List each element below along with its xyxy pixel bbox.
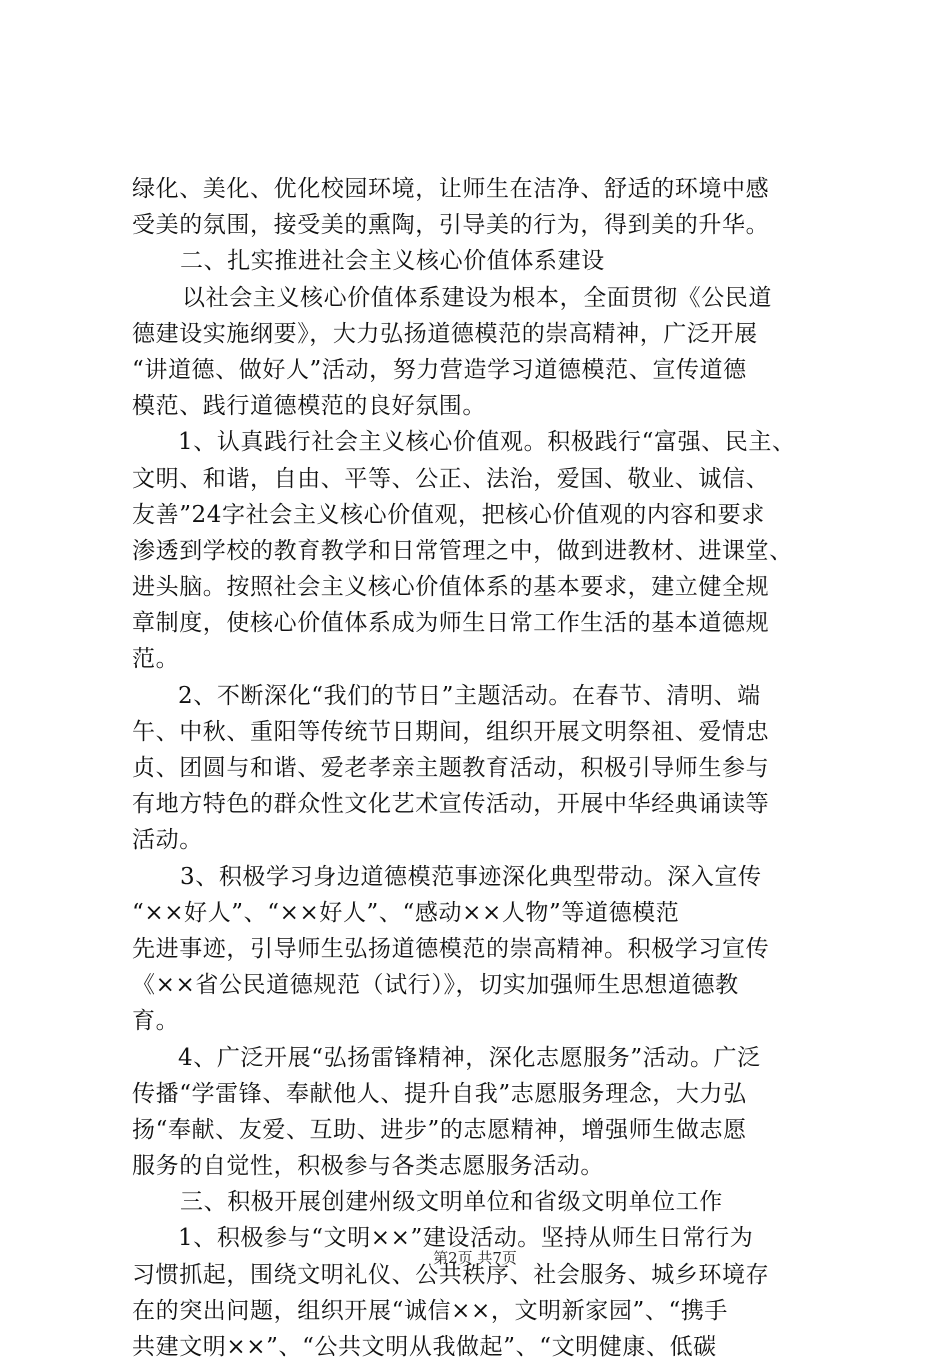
text-line: 1、认真践行社会主义核心价值观。积极践行“富强、民主、 <box>178 429 796 456</box>
text-line: 贞、团圆与和谐、爱老孝亲主题教育活动，积极引导师生参与 <box>132 755 770 781</box>
text-line: 章制度，使核心价值体系成为师生日常工作生活的基本道德规 <box>132 610 770 637</box>
text-line: 德建设实施纲要》，大力弘扬道德模范的崇高精神，广泛开展 <box>132 320 758 347</box>
document-body <box>132 171 832 1365</box>
text-line: 午、中秋、重阳等传统节日期间，组织开展文明祭祖、爱情忠 <box>132 718 770 745</box>
text-line: 1、积极参与“文明××”建设活动。坚持从师生日常行为 <box>178 1225 754 1252</box>
text-line: 绿化、美化、优化校园环境，让师生在洁净、舒适的环境中感 <box>132 176 770 202</box>
text-line: “讲道德、做好人”活动，努力营造学习道德模范、宣传道德 <box>132 356 747 383</box>
section-heading: 二、扎实推进社会主义核心价值体系建设 <box>180 248 605 275</box>
text-line: 服务的自觉性，积极参与各类志愿服务活动。 <box>132 1153 604 1180</box>
text-line: 范。 <box>132 646 180 673</box>
section-heading: 三、积极开展创建州级文明单位和省级文明单位工作 <box>180 1189 723 1216</box>
text-line: 活动。 <box>132 827 203 854</box>
text-line: 在的突出问题，组织开展“诚信××，文明新家园”、“携手 <box>132 1297 729 1324</box>
text-line: 受美的氛围，接受美的熏陶，引导美的行为，得到美的升华。 <box>132 212 770 239</box>
text-line: 扬“奉献、友爱、互助、进步”的志愿精神，增强师生做志愿 <box>132 1116 747 1143</box>
text-line: 4、广泛开展“弘扬雷锋精神，深化志愿服务”活动。广泛 <box>178 1044 761 1071</box>
text-line: 2、不断深化“我们的节日”主题活动。在春节、清明、端 <box>178 682 761 709</box>
text-line: 习惯抓起，围绕文明礼仪、公共秩序、社会服务、城乡环境存 <box>132 1261 770 1288</box>
text-line: 以社会主义核心价值体系建设为根本，全面贯彻《公民道 <box>182 284 772 311</box>
text-line: “××好人”、“××好人”、“感动××人物”等道德模范 <box>132 899 680 926</box>
text-line: 文明、和谐，自由、平等、公正、法治，爱国、敬业、诚信、 <box>132 465 770 492</box>
text-line: 育。 <box>132 1008 180 1035</box>
text-line: 有地方特色的群众性文化艺术宣传活动，开展中华经典诵读等 <box>132 791 770 818</box>
text-line: 模范、践行道德模范的良好氛围。 <box>132 393 486 420</box>
text-line: 友善”24字社会主义核心价值观，把核心价值观的内容和要求 <box>132 501 765 528</box>
text-line: 《××省公民道德规范（试行）》，切实加强师生思想道德教 <box>132 972 739 999</box>
text-line: 共建文明××”、“公共文明从我做起”、“文明健康、低碳 <box>132 1334 717 1360</box>
page-number-footer: 第2页 共7页 <box>433 1249 517 1267</box>
text-line: 传播“学雷锋、奉献他人、提升自我”志愿服务理念，大力弘 <box>132 1080 747 1107</box>
text-line: 进头脑。按照社会主义核心价值体系的基本要求，建立健全规 <box>132 574 770 601</box>
text-line: 3、积极学习身边道德模范事迹深化典型带动。深入宣传 <box>180 863 762 890</box>
text-line: 渗透到学校的教育教学和日常管理之中，做到进教材、进课堂、 <box>132 537 793 564</box>
text-line: 先进事迹，引导师生弘扬道德模范的崇高精神。积极学习宣传 <box>132 935 770 962</box>
